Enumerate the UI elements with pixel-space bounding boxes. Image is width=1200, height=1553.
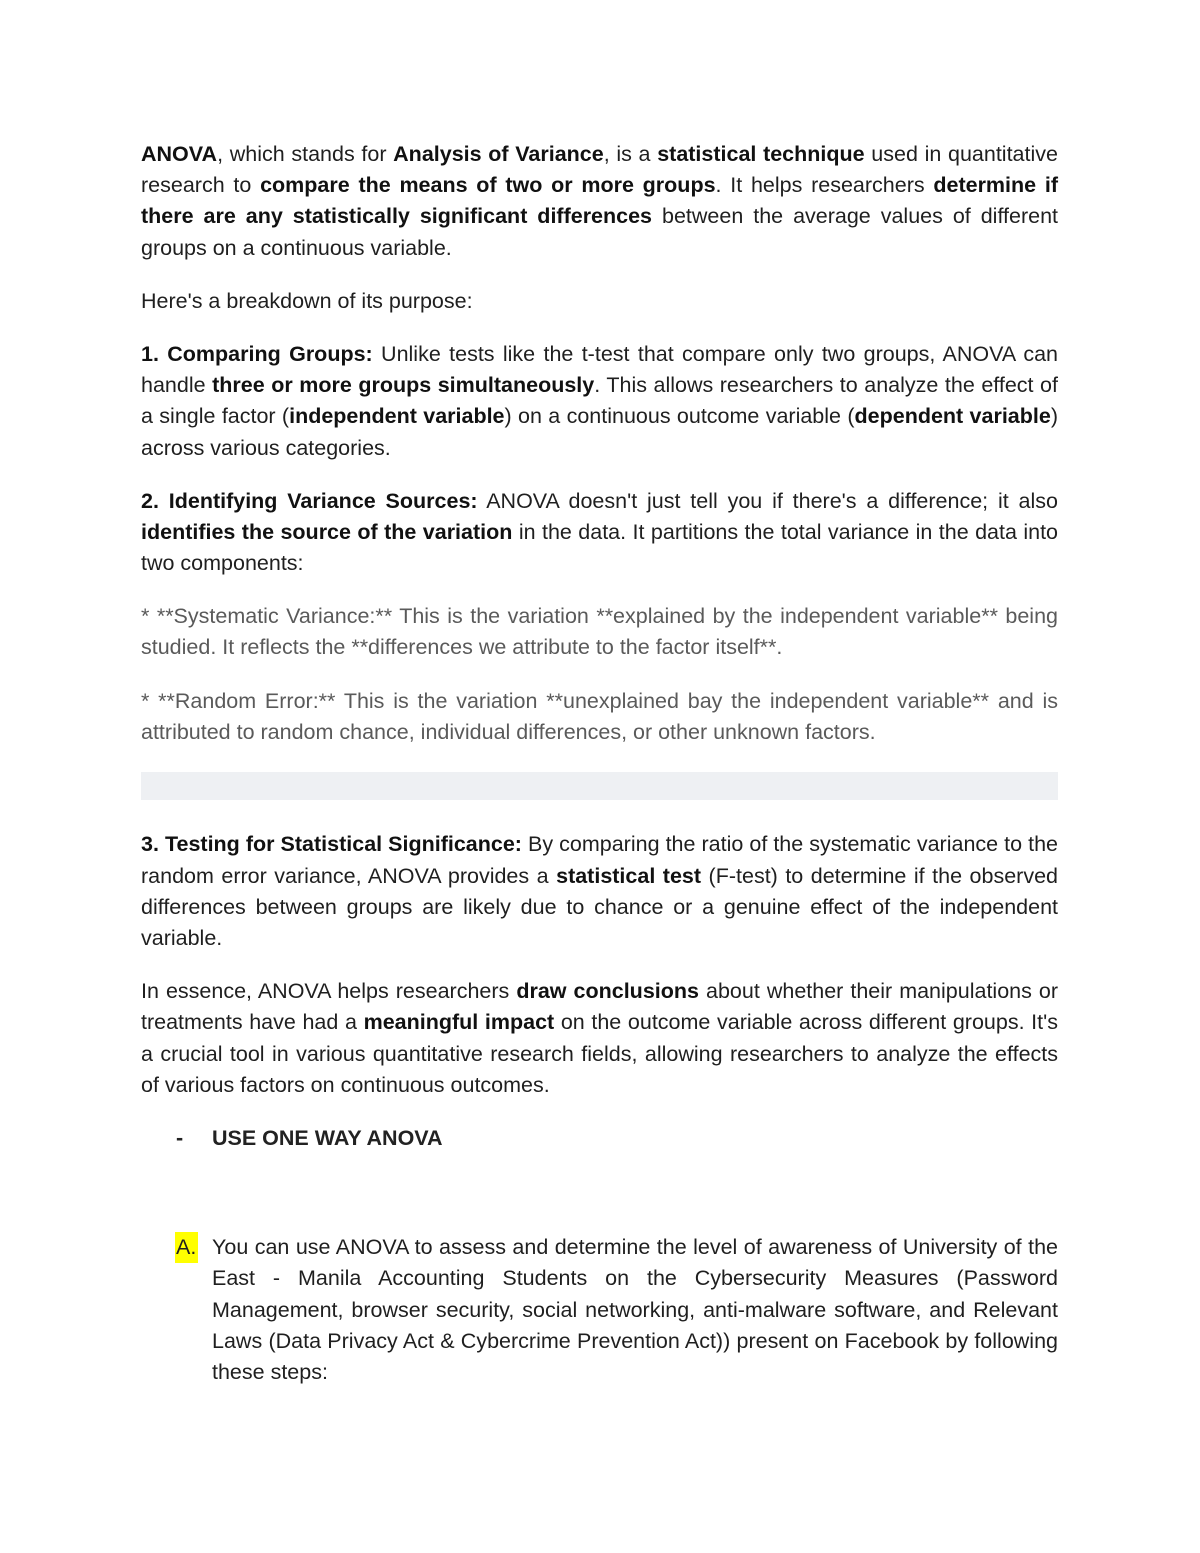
essence-text: In essence, ANOVA helps researchers xyxy=(141,979,517,1004)
point-text: ) on a continuous outcome variable ( xyxy=(504,404,855,429)
point-bold: independent variable xyxy=(289,404,505,429)
essence-paragraph xyxy=(141,976,1058,1101)
intro-text: , which stands for xyxy=(217,142,394,166)
gray-divider-bar xyxy=(141,772,1058,800)
intro-bold: statistical technique xyxy=(657,142,865,166)
step-a-marker-highlighted: A. xyxy=(175,1232,198,1263)
point-heading: 2. Identifying Variance Sources: xyxy=(141,488,478,513)
intro-text: , is a xyxy=(603,142,658,166)
point-heading: 3. Testing for Statistical Significance: xyxy=(141,832,522,857)
dash-item-label: USE ONE WAY ANOVA xyxy=(212,1126,443,1151)
point-text: Unlike tests like the t-test that compare only two groups, ANOVA can handle xyxy=(141,342,1058,398)
document-page xyxy=(141,139,1058,1388)
intro-bold: Analysis of Variance xyxy=(393,142,604,166)
step-a-item xyxy=(141,1232,1058,1388)
essence-bold: meaningful impact xyxy=(363,1010,555,1035)
intro-text: . It helps researchers xyxy=(715,173,934,198)
point-variance-sources xyxy=(141,486,1058,580)
point-text: (F-test) to determine if the observed differences between groups are likely due to chance or a genuine effect of the independent variable. xyxy=(141,863,1058,951)
point-bold: three or more groups simultaneously xyxy=(212,373,595,398)
bullet-systematic-variance: * **Systematic Variance:** This is the variation **explained by the independent variable** being studied. It reflects the **differences we attribute to the factor itself**. xyxy=(141,604,1058,659)
intro-term: ANOVA xyxy=(141,142,218,166)
point-statistical-significance xyxy=(141,829,1058,954)
point-bold: statistical test xyxy=(556,863,702,888)
dash-list-item xyxy=(141,1123,1058,1154)
point-text: in the data. It partitions the total variance in the data into two components: xyxy=(141,520,1059,576)
intro-text: used in quantitative research to xyxy=(141,142,1058,198)
point-text: ANOVA doesn't just tell you if there's a difference; it also xyxy=(477,488,1058,513)
point-text: By comparing the ratio of the systematic variance to the random error variance, ANOVA provides a xyxy=(141,832,1059,888)
intro-bold: determine if there are any statistically significant differences xyxy=(141,173,1058,229)
bullet-random-error: * **Random Error:** This is the variation **unexplained bay the independent variable** and is attributed to random chance, individual differences, or other unknown factors. xyxy=(141,689,1058,744)
essence-text: on the outcome variable across different groups. It's a crucial tool in various quantitative research fields, allowing researchers to analyze the effects of various factors on continuous outcomes. xyxy=(141,1010,1058,1097)
intro-text: between the average values of different groups on a continuous variable. xyxy=(141,204,1059,260)
intro-bold: compare the means of two or more groups xyxy=(260,173,716,198)
dash-marker: - xyxy=(176,1126,184,1151)
essence-text: about whether their manipulations or treatments have had a xyxy=(141,979,1058,1035)
essence-bold: draw conclusions xyxy=(516,979,699,1004)
point-comparing-groups xyxy=(141,339,1058,464)
intro-paragraph xyxy=(141,139,1058,264)
purpose-line: Here's a breakdown of its purpose: xyxy=(141,288,473,313)
point-bold: identifies the source of the variation xyxy=(141,520,513,545)
point-text: ) across various categories. xyxy=(141,404,1059,460)
point-text: . This allows researchers to analyze the effect of a single factor ( xyxy=(141,373,1058,429)
point-heading: 1. Comparing Groups: xyxy=(141,342,373,367)
step-a-text: You can use ANOVA to assess and determine the level of awareness of University of the East - Manila Accounting Students on the Cybersecurity Measures (Password Management, browser security, social networking, anti-malware software, and Relevant Laws (Data Privacy Act & Cybercrime Prevention Act)) present on Facebook by following these steps: xyxy=(212,1235,1058,1385)
point-bold: dependent variable xyxy=(854,404,1051,429)
